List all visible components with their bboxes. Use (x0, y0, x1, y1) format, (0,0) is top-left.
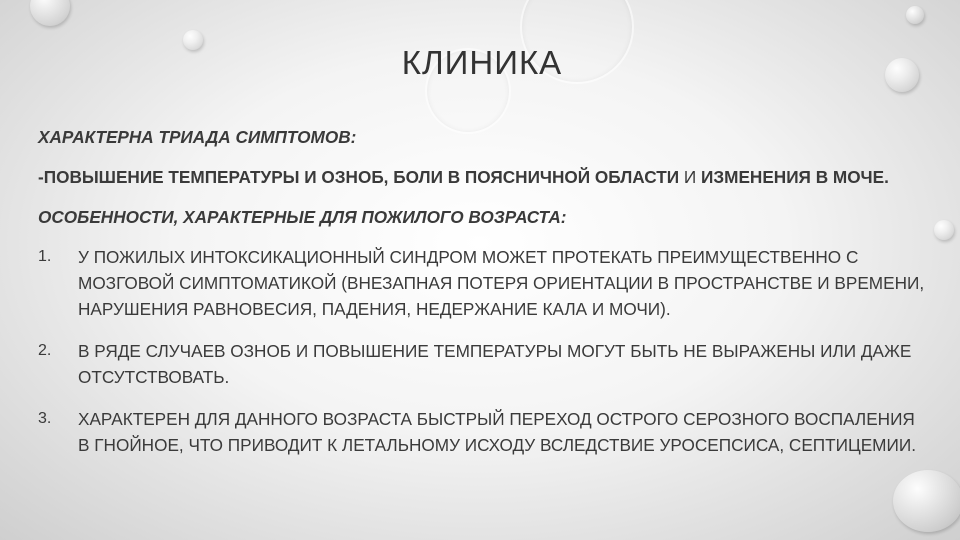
list-item-text: В РЯДЕ СЛУЧАЕВ ОЗНОБ И ПОВЫШЕНИЕ ТЕМПЕРАТУРЫ МОГУТ БЫТЬ НЕ ВЫРАЖЕНЫ ИЛИ ДАЖЕ ОТСУТСТВОВАТЬ. (78, 341, 912, 387)
list-item (38, 244, 928, 322)
water-drop (906, 6, 924, 24)
list-item (38, 406, 928, 458)
water-drop (30, 0, 70, 26)
list-number: 2. (38, 342, 52, 359)
list-number: 3. (38, 410, 52, 427)
list-item-text: ХАРАКТЕРЕН ДЛЯ ДАННОГО ВОЗРАСТА БЫСТРЫЙ ПЕРЕХОД ОСТРОГО СЕРОЗНОГО ВОСПАЛЕНИЯ В ГНОЙНОЕ, ЧТО ПРИВОДИТ К ЛЕТАЛЬНОМУ ИСХОДУ ВСЛЕДСТВИЕ УРОСЕПСИСА, СЕПТИЦЕМИИ. (78, 409, 916, 455)
water-drop (934, 220, 954, 240)
slide-body (38, 124, 928, 458)
list-item-text: У ПОЖИЛЫХ ИНТОКСИКАЦИОННЫЙ СИНДРОМ МОЖЕТ ПРОТЕКАТЬ ПРЕИМУЩЕСТВЕННО С МОЗГОВОЙ СИМПТОМАТИКОЙ (ВНЕЗАПНАЯ ПОТЕРЯ ОРИЕНТАЦИИ В ПРОСТРАНСТВЕ И ВРЕМЕНИ, НАРУШЕНИЯ РАВНОВЕСИЯ, ПАДЕНИЯ, НЕДЕРЖАНИЕ КАЛА И МОЧИ). (78, 247, 925, 319)
triad-heading: ХАРАКТЕРНА ТРИАДА СИМПТОМОВ: (38, 127, 357, 147)
feature-list (38, 244, 928, 458)
list-number: 1. (38, 248, 52, 265)
slide-title: КЛИНИКА (401, 44, 563, 81)
triad-text: -ПОВЫШЕНИЕ ТЕМПЕРАТУРЫ И ОЗНОБ, БОЛИ В ПОЯСНИЧНОЙ ОБЛАСТИ И ИЗМЕНЕНИЯ В МОЧЕ. (38, 167, 889, 187)
elderly-heading: ОСОБЕННОСТИ, ХАРАКТЕРНЫЕ ДЛЯ ПОЖИЛОГО ВОЗРАСТА: (38, 207, 567, 227)
water-drop (893, 470, 960, 532)
list-item (38, 338, 928, 390)
